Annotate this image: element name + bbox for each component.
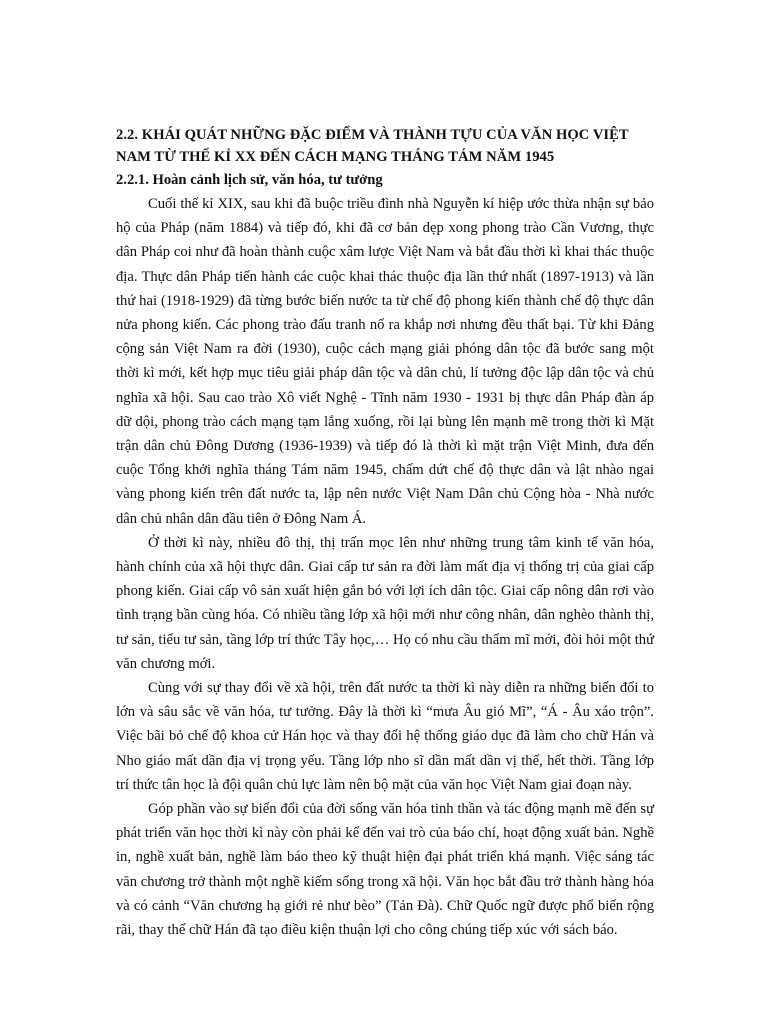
paragraph-culture-ideology: Cùng với sự thay đổi về xã hội, trên đất nước ta thời kì này diễn ra những biến đổi to lớn và sâu sắc về văn hóa, tư tưởng. Đây là thời kì “mưa Âu gió Mĩ”, “Á - Âu xáo trộn”. Việc bãi bỏ chế độ khoa cử Hán học và thay đổi hệ thống giáo dục đã làm cho chữ Hán và Nho giáo mất dần địa vị trọng yếu. Tầng lớp nho sĩ dần mất dần vị thế, hết thời. Tầng lớp trí thức tân học là đội quân chủ lực làm nên bộ mặt của văn học Việt Nam giai đoạn này. (116, 680, 654, 793)
section-heading: 2.2. KHÁI QUÁT NHỮNG ĐẶC ĐIỂM VÀ THÀNH TỰU CỦA VĂN HỌC VIỆT NAM TỪ THẾ KỈ XX ĐẾN CÁCH MẠNG THÁNG TÁM NĂM 1945 (116, 127, 629, 165)
subsection-heading: 2.2.1. Hoàn cảnh lịch sử, văn hóa, tư tưởng (116, 172, 383, 188)
paragraph-historical-context: Cuối thế kỉ XIX, sau khi đã buộc triều đình nhà Nguyễn kí hiệp ước thừa nhận sự bảo hộ của Pháp (năm 1884) và tiếp đó, khi đã cơ bản dẹp xong phong trào Cần Vương, thực dân Pháp coi như đã hoàn thành cuộc xâm lược Việt Nam và bắt đầu thời kì khai thác thuộc địa. Thực dân Pháp tiến hành các cuộc khai thác thuộc địa lần thứ nhất (1897-1913) và lần thứ hai (1918-1929) đã từng bước biến nước ta từ chế độ phong kiến thành chế độ thực dân nửa phong kiến. Các phong trào đấu tranh nổ ra khắp nơi nhưng đều thất bại. Từ khi Đảng cộng sản Việt Nam ra đời (1930), cuộc cách mạng giải phóng dân tộc đã bước sang một thời kì mới, kết hợp mục tiêu giải pháp dân tộc và dân chủ, lí tưởng độc lập dân tộc và chủ nghĩa xã hội. Sau cao trào Xô viết Nghệ - Tĩnh năm 1930 - 1931 bị thực dân Pháp đàn áp dữ dội, phong trào cách mạng tạm lắng xuống, rồi lại bùng lên mạnh mẽ trong thời kì Mặt trận dân chủ Đông Dương (1936-1939) và tiếp đó là thời kì mặt trận Việt Minh, đưa đến cuộc Tổng khởi nghĩa tháng Tám năm 1945, chấm dứt chế độ thực dân và lật nhào ngai vàng phong kiến trên đất nước ta, lập nên nước Việt Nam Dân chủ Cộng hòa - Nhà nước dân chủ nhân dân đầu tiên ở Đông Nam Á. (116, 196, 654, 527)
paragraph-social-classes: Ở thời kì này, nhiều đô thị, thị trấn mọc lên như những trung tâm kinh tế văn hóa, hành chính của xã hội thực dân. Giai cấp tư sản ra đời làm mất địa vị thống trị của giai cấp phong kiến. Giai cấp vô sản xuất hiện gắn bó với lợi ích dân tộc. Giai cấp nông dân rơi vào tình trạng bần cùng hóa. Có nhiều tầng lớp xã hội mới như công nhân, dân nghèo thành thị, tư sản, tiểu tư sản, tầng lớp trí thức Tây học,… Họ có nhu cầu thẩm mĩ mới, đòi hỏi một thứ văn chương mới. (116, 534, 654, 672)
document-page (116, 124, 654, 942)
paragraph-press-publishing: Góp phần vào sự biến đổi của đời sống văn hóa tinh thần và tác động mạnh mẽ đến sự phát triển văn học thời kì này còn phải kể đến vai trò của báo chí, hoạt động xuất bản. Nghề in, nghề xuất bản, nghề làm báo theo kỹ thuật hiện đại phát triển khá mạnh. Việc sáng tác văn chương trở thành một nghề kiếm sống trong xã hội. Văn học bắt đầu trở thành hàng hóa và có cảnh “Văn chương hạ giới rẻ như bèo” (Tản Đà). Chữ Quốc ngữ được phổ biến rộng rãi, thay thế chữ Hán đã tạo điều kiện thuận lợi cho công chúng tiếp xúc với sách báo. (116, 801, 654, 939)
